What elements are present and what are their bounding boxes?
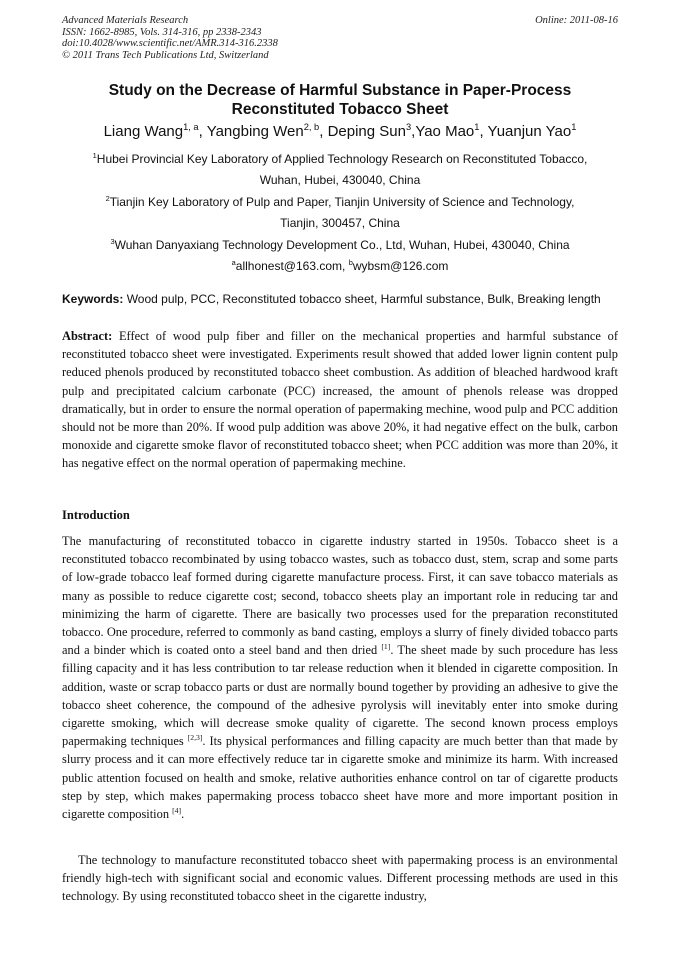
- affiliation-sup: 3: [110, 236, 115, 246]
- paper-title: [62, 81, 618, 119]
- citation-ref[interactable]: [1]: [381, 642, 391, 652]
- copyright-line: © 2011 Trans Tech Publications Ltd, Switzerland: [62, 49, 269, 61]
- affiliation-text: Tianjin Key Laboratory of Pulp and Paper, Tianjin University of Science and Technology,: [109, 194, 575, 209]
- affiliation-2-line-1: [62, 192, 618, 213]
- citation-ref[interactable]: [2,3]: [187, 733, 203, 743]
- email-line: [62, 256, 618, 277]
- author-name: Yuanjun Yao: [487, 123, 572, 140]
- doi-line: doi:10.4028/www.scientific.net/AMR.314-316.2338: [62, 38, 278, 49]
- author-sup: 1: [474, 122, 480, 132]
- abstract-label: Abstract:: [62, 329, 113, 343]
- affiliation-sup: 2: [105, 193, 110, 203]
- affiliation-text: Wuhan Danyaxiang Technology Development Co., Ltd, Wuhan, Hubei, 430040, China: [114, 237, 570, 252]
- introduction-heading: Introduction: [62, 508, 130, 522]
- paragraph-text: . The sheet made by such procedure has less filling capacity and it has less contribution to tar release reduction when it blended in cigarette composition. In addition, waste or scrap tobacco parts or dust are normally bound together by providing an adhesive to give the tobacco sheet coherence, the compound of the adhesive pyrolysis will inevitably enter into smoke during cigarette smoking, which will decrease smoke quality of cigarette. The second known process employs papermaking techniques: [62, 643, 618, 749]
- affiliation-1-line-2: Wuhan, Hubei, 430040, China: [259, 173, 421, 188]
- affiliation-2-line-2: Tianjin, 300457, China: [280, 216, 400, 231]
- author-name: Yao Mao: [415, 123, 475, 140]
- paragraph-text: . Its physical performances and filling capacity are much better than that made by slurry process and it can more effectively reduce tar in cigarette smoke and minimize its harm. With increased public attention focused on health and smoke, relative authorities enhance control on tar of cigarette products step by step, which makes papermaking process tobacco sheet have more and more important position in cigarette composition: [62, 734, 618, 822]
- journal-header: [62, 15, 618, 61]
- author-name: Deping Sun: [327, 123, 406, 140]
- email-a[interactable]: allhonest@163.com,: [235, 259, 349, 274]
- online-date: Online: 2011-08-16: [535, 15, 618, 26]
- introduction-paragraph-2: The technology to manufacture reconstituted tobacco sheet with papermaking process is an environmental friendly high-tech with significant social and economic values. Different processing methods are used in this technology. By using reconstituted tobacco sheet in the cigarette industry,: [62, 853, 618, 904]
- title-line-1: Study on the Decrease of Harmful Substance in Paper-Process: [108, 82, 572, 99]
- author-sup: 1, a: [183, 122, 199, 132]
- author-name: Yangbing Wen: [206, 123, 304, 140]
- abstract-text: Effect of wood pulp fiber and filler on the mechanical properties and harmful substance of reconstituted tobacco sheet were investigated. Experiments result showed that added lower lignin content pulp reduced phenols produced by reconstituted tobacco sheet combustion. As addition of bleached hardwood kraft pulp and precipitated calcium carbonate (PCC) increased, the amount of phenols release was dropped dramatically, but in order to ensure the normal operation of papermaking mechine, wood pulp and PCC addition should not be more than 20%. If wood pulp addition was above 20%, it had negative effect on the bulk, carbon monoxide and cigarette smoke flavor of reconstituted tobacco sheet; when PCC addition was more than 20%, it has negative effect on the normal operation of papermaking mechine.: [62, 329, 618, 471]
- email-sup: b: [348, 258, 353, 268]
- email-b[interactable]: wybsm@126.com: [352, 259, 449, 274]
- author-sup: 3: [405, 122, 412, 132]
- affiliation-text: Hubei Provincial Key Laboratory of Applied Technology Research on Reconstituted Tobacco,: [96, 152, 588, 166]
- abstract: [62, 327, 618, 473]
- author-sep: ,: [319, 123, 328, 140]
- author-sup: 1: [571, 122, 577, 132]
- citation-ref[interactable]: [4]: [172, 805, 182, 815]
- author-sep: ,: [479, 123, 488, 140]
- keywords-text: Wood pulp, PCC, Reconstituted tobacco sheet, Harmful substance, Bulk, Breaking length: [123, 292, 601, 306]
- keywords: [62, 291, 618, 308]
- author-sup: 2, b: [303, 122, 320, 132]
- issn-line: ISSN: 1662-8985, Vols. 314-316, pp 2338-2343: [62, 26, 262, 38]
- journal-name: Advanced Materials Research: [62, 15, 189, 26]
- author-sep: ,: [198, 123, 207, 140]
- affiliations: [62, 149, 618, 277]
- title-line-2: Reconstituted Tobacco Sheet: [231, 101, 449, 118]
- paragraph-text: The manufacturing of reconstituted tobacco in cigarette industry started in 1950s. Tobacco sheet is a reconstituted tobacco recombinated by using tobacco wastes, such as tobacco dust, stem, scrap and some parts of low-grade tobacco leaf formed during cigarette manufacture process. First, it can save tobacco materials as many as possible to reduce cigarette cost; second, tobacco sheets play an important role in reducing tar and minimizing the harm of cigarette. There are basically two processes used for the preparation reconstituted tobacco. One procedure, referred to commonly as band casting, employs a slurry of finely divided tobacco parts and a binder which is coated onto a steel band and then dried: [62, 534, 618, 658]
- affiliation-3-line-1: [62, 235, 618, 256]
- introduction-paragraph-1: [62, 532, 618, 823]
- author-name: Liang Wang: [103, 123, 184, 140]
- keywords-label: Keywords:: [62, 292, 124, 306]
- affiliation-1-line-1: [62, 149, 618, 170]
- author-sep: ,: [411, 123, 416, 140]
- affiliation-sup: 1: [92, 151, 97, 160]
- email-sup: a: [231, 258, 236, 268]
- paragraph-text: .: [181, 807, 185, 822]
- author-list: [40, 122, 640, 142]
